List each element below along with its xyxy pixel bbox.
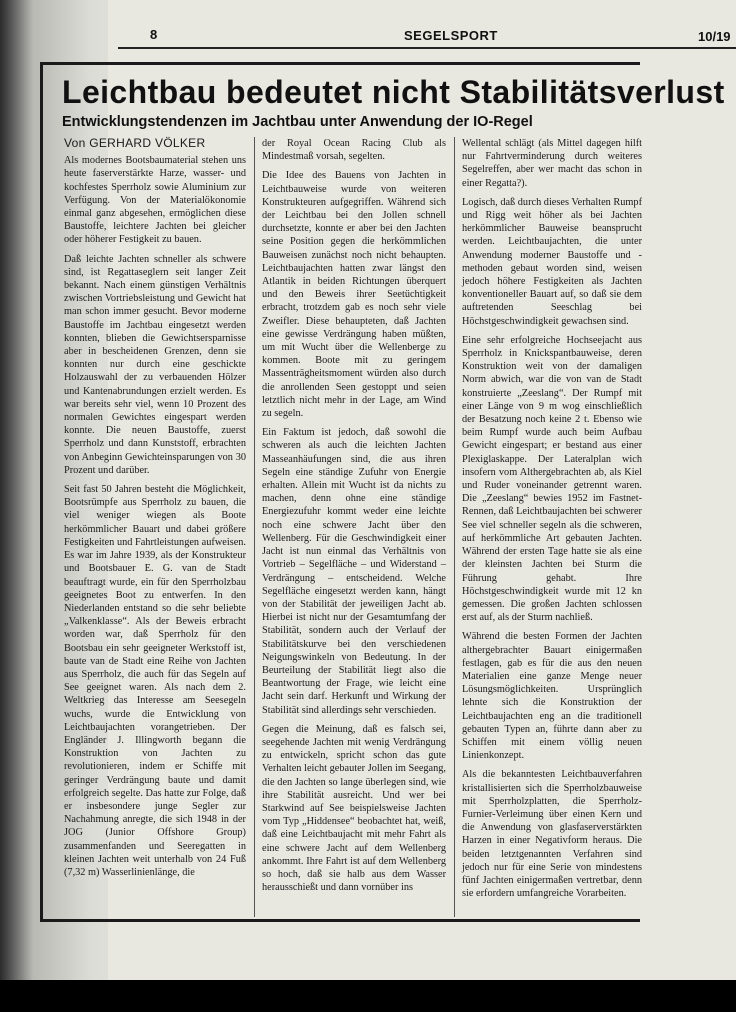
paragraph: der Royal Ocean Racing Club als Mindestmaß vorsah, segelten.: [262, 138, 446, 163]
article-column-1: [64, 137, 246, 885]
paragraph: Ein Faktum ist jedoch, daß sowohl die schweren als auch die leichten Jachten Masseanhäufungen sind, die aus ihren Segeln eine ständige Zufuhr von Energie erhalten. Allein mit Wucht ist da nichts zu machen, denn ohne eine ständige Energiezufuhr kommt weder eine leichte noch eine schwere Jacht über den Wellenberg. Für die Geschwindigkeit einer Jacht ist nun einmal das Verhältnis von Vortrieb – Segelfläche – und Widerstand – Verdrängung – entscheidend. Welche Segelfläche eingesetzt werden kann, hängt von der Stabilität der jeweiligen Jacht ab. Hierbei ist nicht nur der Gesamtumfang der Stabilität, sondern auch der Verlauf der Stabilitätskurve bei den verschiedenen Neigungswinkeln von Bedeutung. In der Beurteilung der Stabilität liegt also die Beantwortung der Frage, wie leicht eine Jacht sein darf. Herkunft und Wirkung der Stabilität sind allerdings sehr verschieden.: [262, 427, 446, 716]
article-title: Leichtbau bedeutet nicht Stabilitätsverlust: [62, 74, 725, 110]
column-divider-2: [454, 137, 455, 917]
paragraph: Gegen die Meinung, daß es falsch sei, seegehende Jachten mit wenig Verdrängung zu entwickeln, spricht schon das gute Verhalten leicht gebauter Jollen im Seegang, die den Jachten so lange überlegen sind, wie ihre Stabilität ausreicht. Und wer bei Starkwind auf See beispielsweise Jachten vom Typ „Hiddensee“ beobachtet hat, weiß, daß eine Leichtbaujacht mit mehr Fahrt als eine schwere Jacht auf dem Wellenberg ankommt. Ihre Fahrt ist auf dem Wellenberg so hoch, daß sie halb aus dem Wasser herausschießt und dann vornüber ins: [262, 723, 446, 894]
article-column-3: [462, 137, 642, 906]
page-header: [108, 22, 736, 44]
paragraph: Wellental schlägt (als Mittel dagegen hilft nur Fahrtverminderung durch weiteres Segelreffen, aber wer macht das schon in einer Regatta?).: [462, 138, 642, 189]
paragraph: Logisch, daß durch dieses Verhalten Rumpf und Rigg weit höher als bei Jachten herkömmlicher Bauweise beansprucht werden. Leichtbaujachten, die unter Anwendung moderner Baustoffe und -methoden gebaut worden sind, weisen jedoch höhere Festigkeiten als Jachten konventioneller Bauart auf, so daß sie dem auftretenden Seeschlag bei Höchstgeschwindigkeit gewachsen sind.: [462, 196, 642, 327]
paragraph: Als die bekanntesten Leichtbauverfahren kristallisierten sich die Sperrholzbauweise mit Sperrholzplatten, die Sperrholz-Furnier-Verleimung über einen Kern und die Anwendung von glasfaserverstärkten Harzen in einer Negativform heraus. Die beiden letztgenannten Verfahren sind jedoch nur für eine Serie von mindestens fünf Jachten einigermaßen vertretbar, denn sie erfordern umfangreiche Vorarbeiten.: [462, 769, 642, 900]
paragraph: Die Idee des Bauens von Jachten in Leichtbauweise wurde von weiteren Konstrukteuren aufgegriffen. Während sich der Leichtbau bei den Jollen schnell durchsetzte, konnte er aber bei den Jachten seine Position gegen die herkömmlichen Bauweisen zunächst noch nicht behaupten. Leichtbaujachten hatten zwar längst den Atlantik in beiden Richtungen überquert und den Beweis ihrer Seetüchtigkeit erbracht, trotzdem gab es noch sehr viele Zweifler. Diese behaupteten, daß Jachten eine gewisse Verdrängung haben müßten, um mit Wucht über die Wellenberge zu kommen. Boote mit zu geringem Massenträgheitsmoment würden also durch die anrollenden Seen gestoppt und seien letztlich nicht mehr in der Lage, am Wind zu segeln.: [262, 170, 446, 420]
column-divider-1: [254, 137, 255, 917]
scan-border: [0, 980, 736, 1012]
paragraph: Daß leichte Jachten schneller als schwere sind, ist Regattaseglern seit langer Zeit bekannt. Nach einem günstigen Verhältnis zwischen Vortriebsleistung und Gewicht hat man schon immer gesucht. Bevor moderne Baustoffe im Jachtbau eingesetzt werden konnten, blieben die Gewichtsersparnisse aber in bescheidenen Grenzen, denn sie konnten nur durch eine geschickte Holzauswahl der zu verbauenden Hölzer und Kantenabrundungen erzielt werden. Es war bereits sehr viel, wenn 10 Prozent des normalen Gewichtes eingespart werden konnte. Die neuen Baustoffe, zuerst Sperrholz und dann Kunststoff, erbrachten von Anbeginn Gewichteinsparungen von 30 Prozent und darüber.: [64, 253, 246, 476]
paragraph: Seit fast 50 Jahren besteht die Möglichkeit, Bootsrümpfe aus Sperrholz zu bauen, die viel weniger wiegen als Boote herkömmlicher Bauart und dabei größere Festigkeiten und Fahrtleistungen aufweisen. Es war im Jahre 1939, als der Konstrukteur und Bootsbauer E. G. van de Stadt beauftragt wurde, ein für den Sperrholzbau geeignetes Boot zu entwerfen. In den Niederlanden entstand so die sehr beliebte „Valkenklasse“. Als der Beweis erbracht worden war, daß Sperrholz für den Bootsbau ein sehr geeigneter Werkstoff ist, baute van de Stadt eine Reihe von Jachten aus Sperrholz, die auch für das Segeln auf See geeignet waren. Als nach dem 2. Weltkrieg das Interesse am Seesegeln wuchs, wurde die Entwicklung von Leichtbaujachten vorangetrieben. Der Engländer J. Illingworth begann die Konstruktion von Jachten zu revolutionieren, indem er Schiffe mit geringer Verdrängung baute und damit erfolgreich segelte. Das hatte zur Folge, daß er insbesondere junge Segler zur Nachahmung anregte, die sich 1948 in der JOG (Junior Offshore Group) zusammenfanden und Seeregatten in kleinen Jachten weit unterhalb von 24 Fuß (7,32 m) Wasserlinienlänge, die: [64, 484, 246, 878]
paragraph: Als modernes Bootsbaumaterial stehen uns heute faserverstärkte Harze, wasser- und kochfestes Sperrholz sowie Aluminium zur Verfügung. Von der Materialökonomie einmal ganz abgesehen, ermöglichen diese Baustoffe, leichtere Jachten bei gleicher oder höherer Festigkeit zu bauen.: [64, 155, 246, 246]
page-number: 8: [150, 27, 158, 42]
header-rule: [118, 47, 736, 49]
article-byline: Von GERHARD VÖLKER: [64, 136, 206, 150]
article-subtitle: Entwicklungstendenzen im Jachtbau unter Anwendung der IO-Regel: [62, 114, 533, 130]
paragraph: Während die besten Formen der Jachten althergebrachter Bauart einigermaßen festlagen, gab es für die aus den neuen Materialien eine ganze Menge neuer Lösungsmöglichkeiten. Ursprünglich lehnte sich die Konstruktion der Leichtbaujachten eng an die traditionell gebauten Typen an, führte dann aber zu Schiffen mit einem völlig neuen Linienkonzept.: [462, 631, 642, 762]
paragraph: Eine sehr erfolgreiche Hochseejacht aus Sperrholz in Knickspantbauweise, deren Konstruktion weit von der damaligen Norm abwich, war die von van de Stadt konstruierte „Zeeslang“. Der Rumpf mit einer Länge von 9 m wog einschließlich der Besatzung noch keine 2 t. Ebenso wie beim Rumpf wurde auch beim Aufbau Gewicht eingespart; er bestand aus einer Plexiglaskappe. Der Lateralplan wich insofern vom Althergebrachten ab, als Kiel und Ruder voneinander getrennt waren. Die „Zeeslang“ bewies 1952 im Fastnet-Rennen, daß Leichtbaujachten bei schwerer See viel schneller segeln als die schweren, auf herkömmliche Art gebauten Jachten. Während der ersten Tage hatte sie als eine der kleinsten Jachten bei Sturm die Führung gehabt. Ihre Höchstgeschwindigkeit wurde mit 12 kn gemessen. Die großen Jachten schlossen erst auf, als der Sturm nachließ.: [462, 334, 642, 624]
article-column-2: [262, 137, 446, 900]
issue-number: 10/19: [698, 29, 731, 44]
magazine-name: SEGELSPORT: [404, 28, 498, 43]
